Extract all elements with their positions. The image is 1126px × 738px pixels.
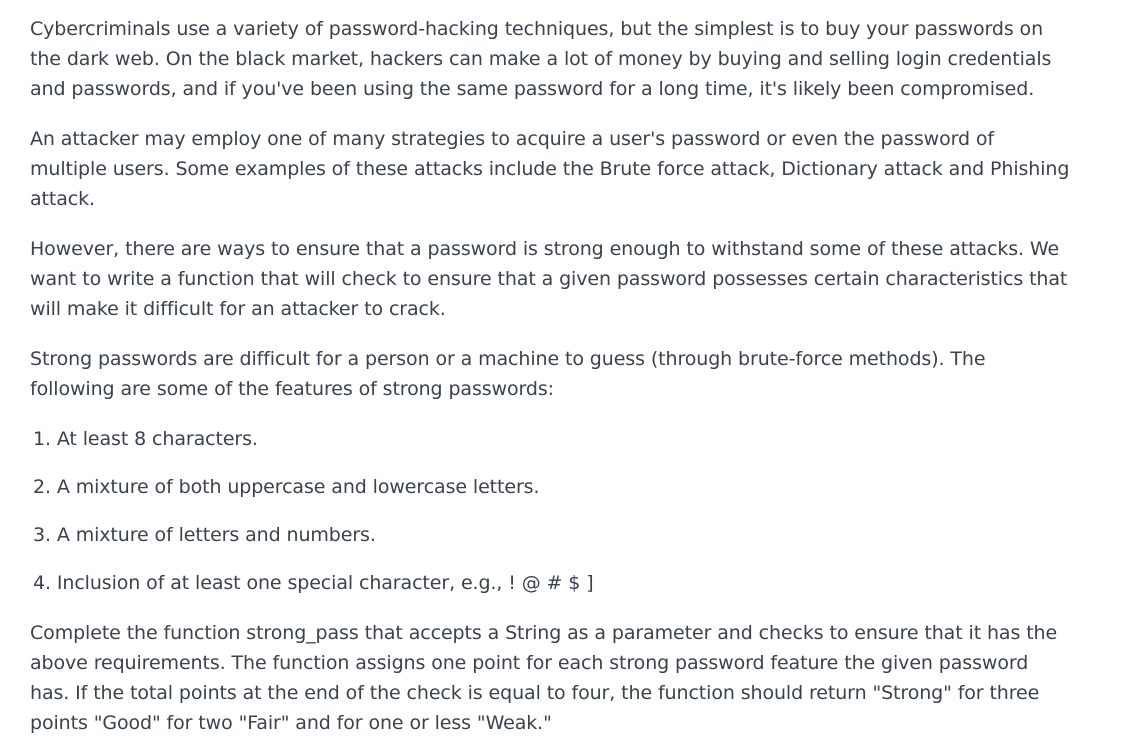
strength-paragraph: However, there are ways to ensure that a password is strong enough to withstand some of these attacks. We want to write a function that will check to ensure that a given password possesses certain characteristics that will make it difficult for an attacker to crack. xyxy=(30,238,1068,320)
features-intro-paragraph: Strong passwords are difficult for a person or a machine to guess (through brute-force methods). The following are some of the features of strong passwords: xyxy=(30,348,986,400)
attacks-paragraph: An attacker may employ one of many strategies to acquire a user's password or even the password of multiple users. Some examples of these attacks include the Brute force attack, Dictionary attack and Phishing attack. xyxy=(30,128,1070,210)
requirement-item: 2. A mixture of both uppercase and lowercase letters. xyxy=(33,476,540,498)
task-paragraph: Complete the function strong_pass that accepts a String as a parameter and checks to ensure that it has the above requirements. The function assigns one point for each strong password feature the given password has. If the total points at the end of the check is equal to four, the function should return "Strong" for three points "Good" for two "Fair" and for one or less "Weak." xyxy=(30,622,1058,734)
requirements-list xyxy=(30,424,1070,598)
requirement-item: 3. A mixture of letters and numbers. xyxy=(33,524,376,546)
intro-paragraph: Cybercriminals use a variety of password-hacking techniques, but the simplest is to buy your passwords on the dark web. On the black market, hackers can make a lot of money by buying and selling login credentials and passwords, and if you've been using the same password for a long time, it's likely been compromised. xyxy=(30,18,1052,100)
requirement-item: 1. At least 8 characters. xyxy=(33,428,258,450)
requirement-item: 4. Inclusion of at least one special character, e.g., ! @ # $ ] xyxy=(33,572,594,594)
